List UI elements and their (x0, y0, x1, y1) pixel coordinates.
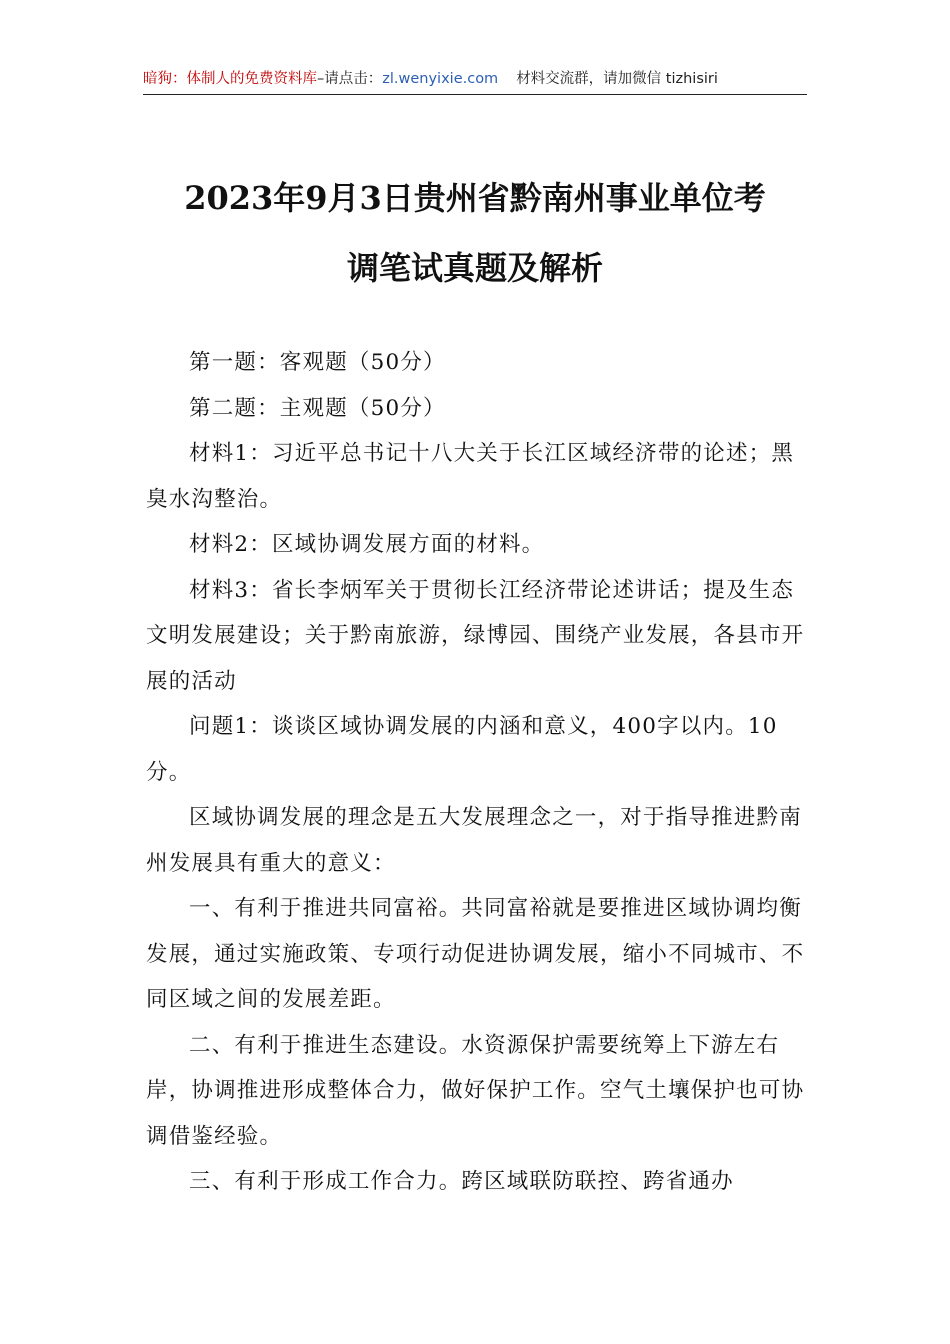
document-title-line-2: 调笔试真题及解析 (346, 249, 603, 287)
paragraph-question-2: 第二题：主观题（50分） (189, 395, 446, 421)
paragraph-question-1: 第一题：客观题（50分） (189, 350, 446, 375)
document-body (146, 340, 808, 1205)
paragraph-problem-1: 问题1：谈谈区域协调发展的内涵和意义，400字以内。10分。 (146, 714, 778, 785)
paragraph-material-3: 材料3：省长李炳军关于贯彻长江经济带论述讲话；提及生态文明发展建设；关于黔南旅游，绿博园、围绕产业发展，各县市开展的活动 (146, 577, 805, 694)
header-link[interactable]: zl.wenyixie.com (382, 71, 499, 87)
paragraph-material-2: 材料2：区域协调发展方面的材料。 (189, 532, 545, 557)
document-title-line-1: 2023年9月3日贵州省黔南州事业单位考 (184, 179, 766, 217)
paragraph-material-1: 材料1：习近平总书记十八大关于长江区域经济带的论述；黑臭水沟整治。 (146, 441, 795, 512)
header-click-prompt: –请点击： (317, 71, 383, 87)
paragraph-answer-intro: 区域协调发展的理念是五大发展理念之一，对于指导推进黔南州发展具有重大的意义： (146, 805, 802, 876)
paragraph-answer-point-2: 二、有利于推进生态建设。水资源保护需要统筹上下游左右岸，协调推进形成整体合力，做好保护工作。空气土壤保护也可协调借鉴经验。 (146, 1032, 805, 1149)
paragraph-answer-point-1: 一、有利于推进共同富裕。共同富裕就是要推进区域协调均衡发展，通过实施政策、专项行动促进协调发展，缩小不同城市、不同区域之间的发展差距。 (146, 896, 805, 1012)
paragraph-answer-point-3: 三、有利于形成工作合力。跨区域联防联控、跨省通办 (189, 1169, 734, 1194)
header-brand: 暗狗：体制人的免费资料库 (143, 71, 317, 87)
page-header (143, 68, 807, 95)
header-group-info: 材料交流群，请加微信 tizhisiri (516, 71, 718, 87)
